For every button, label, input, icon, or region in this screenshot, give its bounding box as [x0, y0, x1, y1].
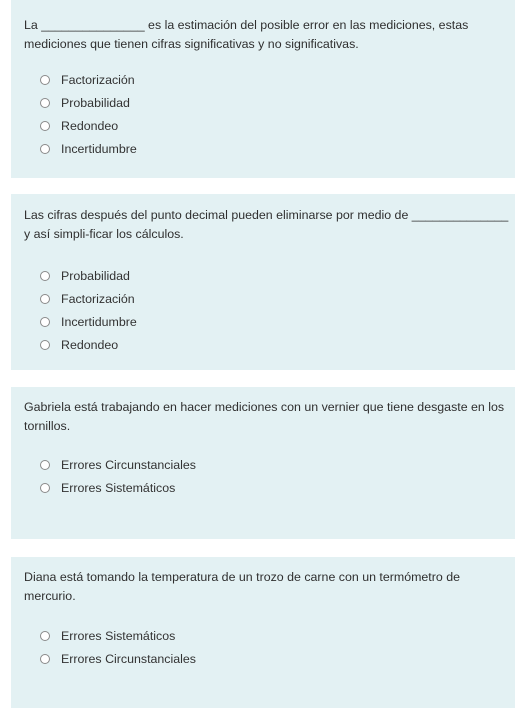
radio-unchecked-icon[interactable] — [40, 294, 50, 304]
question-text — [24, 387, 515, 436]
option-errores-sistematicos[interactable] — [24, 476, 515, 499]
option-label: Redondeo — [61, 118, 119, 133]
options-list — [24, 264, 515, 356]
option-errores-circunstanciales[interactable] — [24, 647, 515, 670]
option-label: Errores Circunstanciales — [61, 457, 196, 472]
option-incertidumbre[interactable] — [24, 137, 515, 160]
question-text-after: es la estimación del posible error en las mediciones, estas mediciones que tienen cifras significativas y no significativas. — [24, 18, 469, 51]
options-list — [24, 68, 515, 160]
question-text-before: Las cifras después del punto decimal pueden eliminarse por medio de — [24, 208, 412, 222]
question-text-before: Gabriela está trabajando en hacer mediciones con un vernier que tiene desgaste en los tornillos. — [24, 400, 505, 433]
option-errores-circunstanciales[interactable] — [24, 453, 515, 476]
option-redondeo[interactable] — [24, 114, 515, 137]
option-label: Errores Circunstanciales — [61, 651, 196, 666]
question-text-after: y así simpli-ficar los cálculos. — [24, 227, 184, 241]
options-list — [24, 624, 515, 670]
question-text-before: Diana está tomando la temperatura de un trozo de carne con un termómetro de mercurio. — [24, 570, 460, 603]
option-label: Errores Sistemáticos — [61, 628, 176, 643]
question-card-3 — [11, 387, 515, 539]
question-card-2 — [11, 194, 515, 370]
radio-unchecked-icon[interactable] — [40, 317, 50, 327]
options-list — [24, 453, 515, 499]
radio-unchecked-icon[interactable] — [40, 340, 50, 350]
radio-unchecked-icon[interactable] — [40, 483, 50, 493]
option-label: Redondeo — [61, 337, 119, 352]
radio-unchecked-icon[interactable] — [40, 144, 50, 154]
radio-unchecked-icon[interactable] — [40, 98, 50, 108]
question-text — [24, 194, 515, 244]
radio-unchecked-icon[interactable] — [40, 460, 50, 470]
option-label: Factorización — [61, 291, 135, 306]
option-factorizacion[interactable] — [24, 68, 515, 91]
radio-unchecked-icon[interactable] — [40, 631, 50, 641]
answer-blank: ______________ — [411, 208, 509, 222]
radio-unchecked-icon[interactable] — [40, 654, 50, 664]
question-card-1 — [11, 0, 515, 178]
question-text-before: La — [24, 18, 42, 32]
option-label: Incertidumbre — [61, 314, 137, 329]
question-text — [24, 557, 515, 606]
radio-unchecked-icon[interactable] — [40, 75, 50, 85]
option-label: Incertidumbre — [61, 141, 137, 156]
option-redondeo[interactable] — [24, 333, 515, 356]
radio-unchecked-icon[interactable] — [40, 121, 50, 131]
option-errores-sistematicos[interactable] — [24, 624, 515, 647]
option-label: Errores Sistemáticos — [61, 480, 176, 495]
option-incertidumbre[interactable] — [24, 310, 515, 333]
option-factorizacion[interactable] — [24, 287, 515, 310]
option-label: Probabilidad — [61, 268, 130, 283]
answer-blank: _______________ — [41, 18, 145, 32]
question-text — [24, 0, 515, 54]
option-probabilidad[interactable] — [24, 264, 515, 287]
option-probabilidad[interactable] — [24, 91, 515, 114]
option-label: Factorización — [61, 72, 135, 87]
question-card-4 — [11, 557, 515, 708]
option-label: Probabilidad — [61, 95, 130, 110]
radio-unchecked-icon[interactable] — [40, 271, 50, 281]
